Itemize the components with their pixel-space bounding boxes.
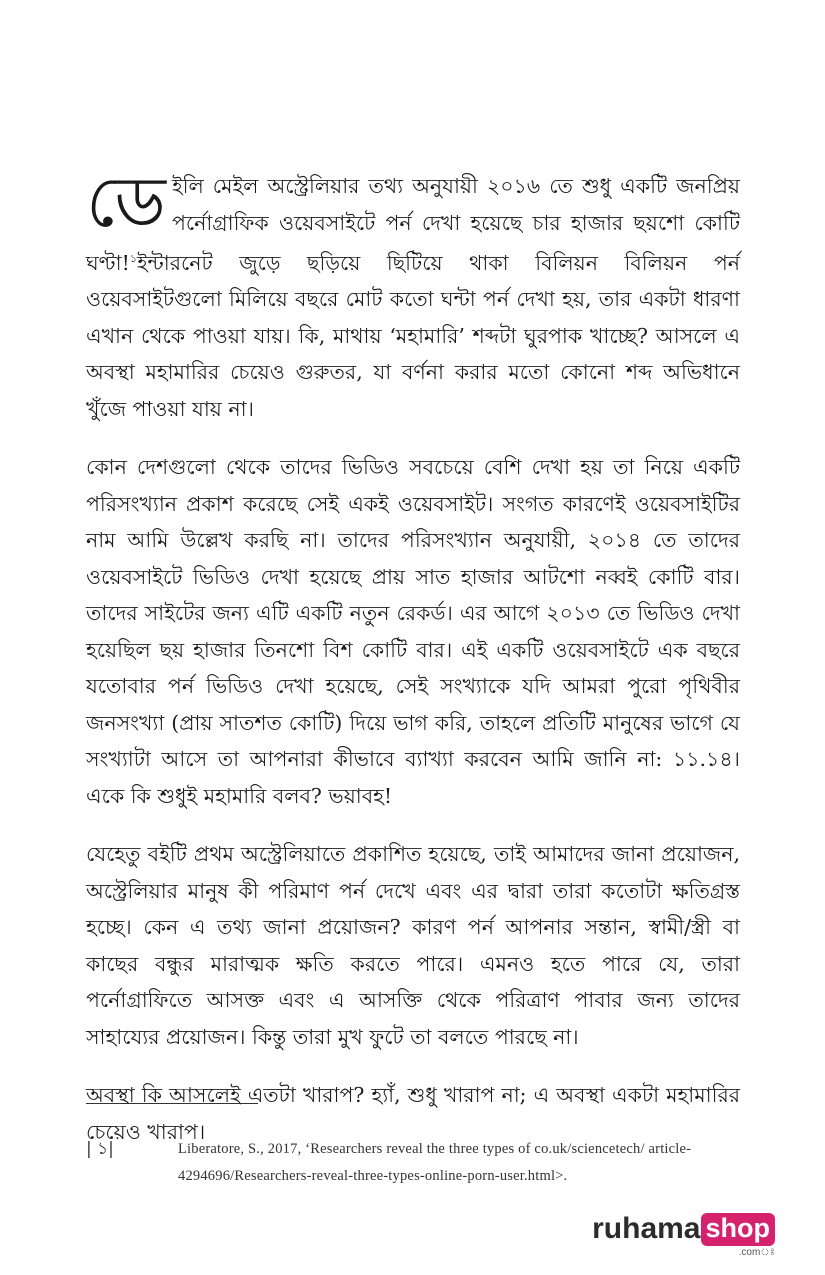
paragraph-1 bbox=[86, 161, 740, 427]
logo-subtext: .comঃ bbox=[738, 1247, 775, 1258]
paragraph-1-text-continued: ইন্টারনেট জুড়ে ছড়িয়ে ছিটিয়ে থাকা বিলিয়ন বিলিয়ন পর্ন ওয়েবসাইটগুলো মিলিয়ে বছরে মোট কতো ঘন্টা পর্ন দেখা হয়, তার একটা ধারণা এখান থেকে পাওয়া যায়। কি, মাথায় ‘মহামারি’ শব্দটা ঘুরপাক খাচ্ছে? আসলে এ অবস্থা মহামারির চেয়েও গুরুতর, যা বর্ণনা করার মতো কোনো শব্দ অভিধানে খুঁজে পাওয়া যায় না। bbox=[86, 250, 740, 421]
paragraph-3: যেহেতু বইটি প্রথম অস্ট্রেলিয়াতে প্রকাশিত হয়েছে, তাই আমাদের জানা প্রয়োজন, অস্ট্রেলিয়ার মানুষ কী পরিমাণ পর্ন দেখে এবং এর দ্বারা তারা কতোটা ক্ষতিগ্রস্ত হচ্ছে। কেন এ তথ্য জানা প্রয়োজন? কারণ পর্ন আপনার সন্তান, স্বামী/স্ত্রী বা কাছের বন্ধুর মারাত্মক ক্ষতি করতে পারে। এমনও হতে পারে যে, তারা পর্নোগ্রাফিতে আসক্ত এবং এ আসক্তি থেকে পরিত্রাণ পাবার জন্য তাদের সাহায্যের প্রয়োজন। কিন্তু তারা মুখ ফুটে তা বলতে পারছে না। bbox=[86, 842, 740, 1049]
footnote-reference[interactable]: ১ bbox=[129, 252, 137, 265]
paragraph-4: অবস্থা কি আসলেই এতটা খারাপ? হ্যাঁ, শুধু খারাপ না; এ অবস্থা একটা মহামারির চেয়েও খারাপ। bbox=[86, 1083, 740, 1144]
logo-badge: shop bbox=[701, 1213, 776, 1246]
footnote-divider bbox=[86, 1103, 258, 1104]
page-body bbox=[86, 161, 740, 1172]
paragraph-1-text: ইলি মেইল অস্ট্রেলিয়ার তথ্য অনুযায়ী ২০১৬ তে শুধু একটি জনপ্রিয় পর্নোগ্রাফিক ওয়েবসাইটে পর্ন দেখা হয়েছে চার হাজার ছয়শো কোটি ঘণ্টা! bbox=[86, 174, 740, 275]
drop-cap: ডে bbox=[86, 161, 166, 243]
footnote-marker: | ১| bbox=[86, 1139, 114, 1159]
paragraph-2: কোন দেশগুলো থেকে তাদের ভিডিও সবচেয়ে বেশি দেখা হয় তা নিয়ে একটি পরিসংখ্যান প্রকাশ করেছে সেই একই ওয়েবসাইট। সংগত কারণেই ওয়েবসাইটির নাম আমি উল্লেখ করছি না। তাদের পরিসংখ্যান অনুযায়ী, ২০১৪ তে তাদের ওয়েবসাইটে ভিডিও দেখা হয়েছে প্রায় সাত হাজার আটশো নব্বই কোটি বার। তাদের সাইটের জন্য এটি একটি নতুন রেকর্ড। এর আগে ২০১৩ তে ভিডিও দেখা হয়েছিল ছয় হাজার তিনশো বিশ কোটি বার। এই একটি ওয়েবসাইটে এক বছরে যতোবার পর্ন ভিডিও দেখা হয়েছে, সেই সংখ্যাকে যদি আমরা পুরো পৃথিবীর জনসংখ্যা (প্রায় সাতশত কোটি) দিয়ে ভাগ করি, তাহলে প্রতিটি মানুষের ভাগে যে সংখ্যাটা আসে তা আপনারা কীভাবে ব্যাখ্যা করবেন আমি জানি না: ১১.১৪। একে কি শুধুই মহামারি বলব? ভয়াবহ! bbox=[86, 455, 740, 808]
ruhamashop-logo bbox=[592, 1212, 775, 1262]
logo-word: ruhama bbox=[592, 1212, 701, 1245]
footnote bbox=[86, 1136, 746, 1190]
footnote-text: Liberatore, S., 2017, ‘Researchers reveal the three types of co.uk/sciencetech/ article-4294696/Researchers-reveal-three-types-online-porn-user.html>. bbox=[178, 1141, 692, 1184]
